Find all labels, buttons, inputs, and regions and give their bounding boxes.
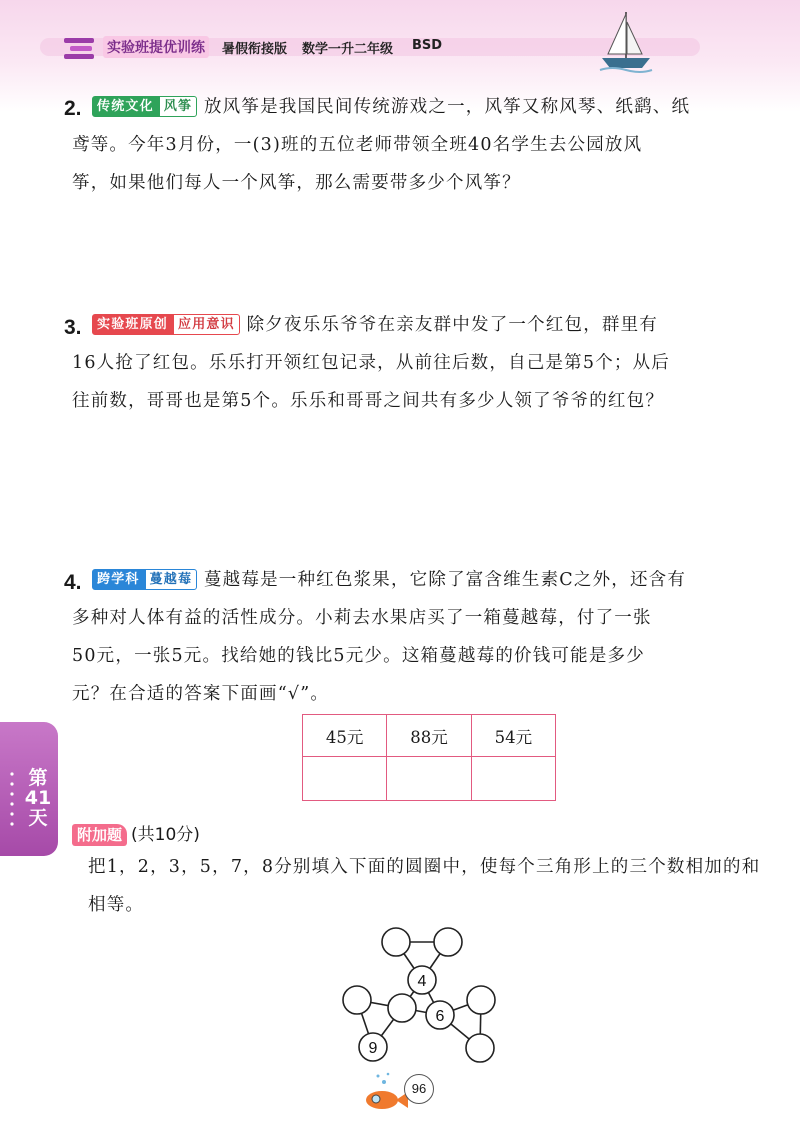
page-number: 96 [404, 1074, 434, 1104]
question-3-text-1: 除夕夜乐乐爷爷在亲友群中发了一个红包，群里有 [246, 315, 658, 335]
question-4-text-2: 多种对人体有益的活性成分。小莉去水果店买了一箱蔓越莓，付了一张 [72, 608, 652, 628]
publisher-label: BSD [412, 38, 443, 53]
question-2-line-1 [92, 88, 772, 126]
extra-question [88, 848, 788, 924]
question-4-line-1 [92, 561, 772, 599]
brand-title: 实验班提优训练 [103, 36, 209, 58]
extra-question-text-1: 把1，2，3，5，7，8分别填入下面的圆圈中，使每个三角形上的三个数相加的和 [88, 857, 761, 877]
answer-cell-2[interactable] [387, 757, 471, 801]
question-4-subtag: 蔓越莓 [145, 569, 198, 590]
given-number: 6 [435, 1008, 445, 1025]
question-4-text-4: 元？在合适的答案下面画“√”。 [72, 684, 330, 704]
blank-circle [382, 928, 410, 956]
question-2-text-2: 鸢等。今年3月份，一(3)班的五位老师带领全班40名学生去公园放风 [72, 135, 643, 155]
question-3-subtag: 应用意识 [173, 314, 240, 335]
option-cell: 54元 [471, 715, 555, 757]
question-number-4: 4. [64, 571, 82, 594]
extra-question-heading [72, 820, 200, 846]
blank-circle [434, 928, 462, 956]
question-4 [72, 561, 772, 713]
question-4-tag: 跨学科 [92, 569, 145, 590]
question-3-line-1 [92, 306, 772, 344]
question-3-tag: 实验班原创 [92, 314, 173, 335]
extra-question-tag: 附加题 [72, 824, 127, 846]
options-header-row [303, 715, 556, 757]
options-answer-row [303, 757, 556, 801]
option-cell: 88元 [387, 715, 471, 757]
answer-cell-3[interactable] [471, 757, 555, 801]
edition-label: 暑假衔接版 [222, 42, 288, 57]
question-3-text-3: 往前数，哥哥也是第5个。乐乐和哥哥之间共有多少人领了爷爷的红包？ [72, 391, 665, 411]
day-label [18, 768, 58, 828]
price-options-table [302, 714, 556, 801]
blank-circle [466, 1034, 494, 1062]
question-4-text-1: 蔓越莓是一种红色浆果，它除了富含维生素C之外，还含有 [203, 570, 687, 590]
extra-question-text-2: 相等。 [88, 895, 145, 915]
question-2-text-1: 放风筝是我国民间传统游戏之一，风筝又称风琴、纸鹞、纸 [203, 97, 691, 117]
question-number-3: 3. [64, 316, 82, 339]
question-3 [72, 306, 772, 420]
answer-cell-1[interactable] [303, 757, 387, 801]
given-number: 4 [417, 973, 427, 990]
question-2-text-3: 筝，如果他们每人一个风筝，那么需要带多少个风筝？ [72, 173, 521, 193]
question-number-2: 2. [64, 97, 82, 120]
sailboat-icon [598, 8, 654, 74]
given-number: 9 [368, 1040, 378, 1057]
question-4-text-3: 50元，一张5元。找给她的钱比5元少。这箱蔓越莓的价钱可能是多少 [72, 646, 645, 666]
question-3-text-2: 16人抢了红包。乐乐打开领红包记录，从前往后数，自己是第5个；从后 [72, 353, 670, 373]
logo-icon [62, 32, 100, 62]
option-cell: 45元 [303, 715, 387, 757]
extra-question-score: (共10分) [131, 825, 200, 845]
blank-circle [467, 986, 495, 1014]
grade-label: 数学一升二年级 [302, 42, 394, 57]
question-2-subtag: 风筝 [159, 96, 197, 117]
triangle-circle-diagram [336, 922, 502, 1068]
question-2-tag: 传统文化 [92, 96, 159, 117]
side-dots-decoration [9, 770, 15, 830]
day-label-3: 天 [28, 807, 48, 829]
day-label-1: 第 [28, 767, 48, 789]
blank-circle [343, 986, 371, 1014]
question-2 [72, 88, 772, 202]
day-label-2: 41 [24, 787, 52, 809]
blank-circle [388, 994, 416, 1022]
